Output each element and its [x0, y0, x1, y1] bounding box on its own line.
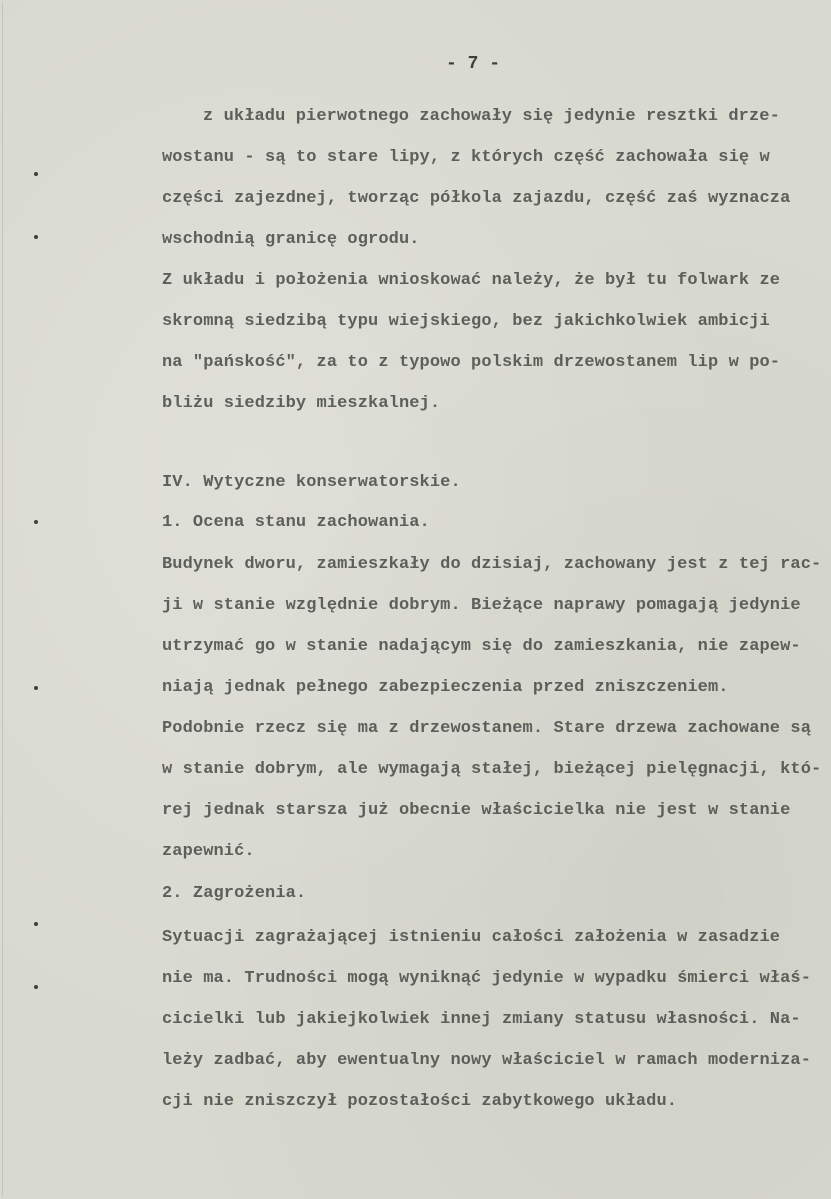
text-line: wostanu - są to stare lipy, z których część zachowała się w — [162, 148, 770, 167]
subsection-2-heading: 2. Zagrożenia. — [162, 884, 307, 903]
text-line: rej jednak starsza już obecnie właścicielka nie jest w stanie — [162, 801, 791, 820]
margin-mark — [34, 520, 38, 524]
text-line: wschodnią granicę ogrodu. — [162, 230, 420, 249]
text-line: nie ma. Trudności mogą wyniknąć jedynie w wypadku śmierci właś- — [162, 969, 812, 988]
text-line: leży zadbać, aby ewentualny nowy właściciel w ramach moderniza- — [162, 1051, 812, 1070]
margin-mark — [34, 922, 38, 926]
text-line: Budynek dworu, zamieszkały do dzisiaj, zachowany jest z tej rac- — [162, 555, 822, 574]
page-number: - 7 - — [446, 54, 501, 74]
margin-mark — [34, 235, 38, 239]
text-line: skromną siedzibą typu wiejskiego, bez jakichkolwiek ambicji — [162, 312, 770, 331]
subsection-1-heading: 1. Ocena stanu zachowania. — [162, 513, 430, 532]
section-heading: IV. Wytyczne konserwatorskie. — [162, 473, 461, 492]
margin-mark — [34, 985, 38, 989]
text-line: na "pańskość", za to z typowo polskim drzewostanem lip w po- — [162, 353, 781, 372]
text-line: z układu pierwotnego zachowały się jedynie resztki drze- — [203, 107, 780, 126]
text-line: w stanie dobrym, ale wymagają stałej, bieżącej pielęgnacji, któ- — [162, 760, 822, 779]
margin-mark — [34, 172, 38, 176]
text-line: bliżu siedziby mieszkalnej. — [162, 394, 441, 413]
text-line: Podobnie rzecz się ma z drzewostanem. Stare drzewa zachowane są — [162, 719, 812, 738]
text-line: Z układu i położenia wnioskować należy, że był tu folwark ze — [162, 271, 781, 290]
text-line: utrzymać go w stanie nadającym się do zamieszkania, nie zapew- — [162, 637, 801, 656]
text-line: cji nie zniszczył pozostałości zabytkowego układu. — [162, 1092, 678, 1111]
text-line: niają jednak pełnego zabezpieczenia przed zniszczeniem. — [162, 678, 729, 697]
text-line: Sytuacji zagrażającej istnieniu całości założenia w zasadzie — [162, 928, 781, 947]
text-line: części zajezdnej, tworząc półkola zajazdu, część zaś wyznacza — [162, 189, 791, 208]
text-line: zapewnić. — [162, 842, 255, 861]
text-line: ji w stanie względnie dobrym. Bieżące naprawy pomagają jedynie — [162, 596, 801, 615]
text-line: cicielki lub jakiejkolwiek innej zmiany statusu własności. Na- — [162, 1010, 801, 1029]
margin-mark — [34, 686, 38, 690]
